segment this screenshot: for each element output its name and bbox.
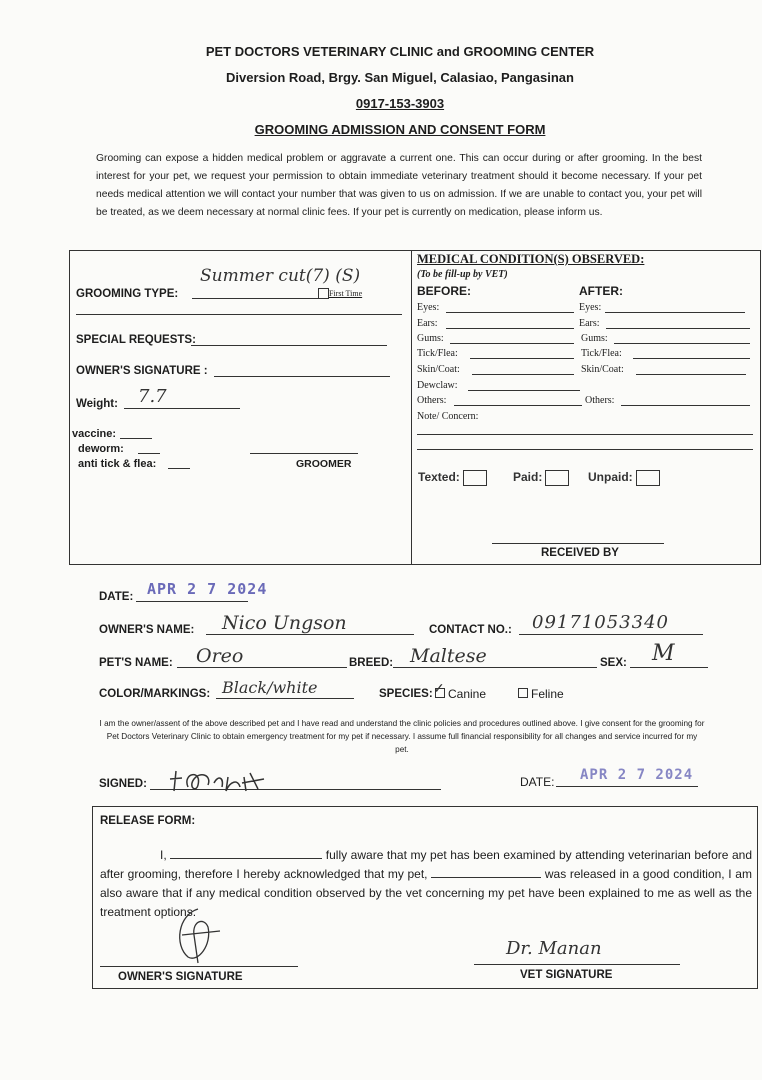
color-value[interactable]: Black/white	[222, 678, 318, 697]
owner-name-line	[206, 634, 414, 635]
release-title: RELEASE FORM:	[100, 815, 196, 827]
sex-value[interactable]: M	[652, 641, 675, 666]
medical-title: MEDICAL CONDITION(S) OBSERVED:	[417, 252, 645, 266]
deworm-line[interactable]	[138, 453, 160, 454]
owner-signature-scribble-icon	[168, 765, 268, 795]
owner-signature-line[interactable]	[214, 376, 390, 377]
species-feline-label: Feline	[531, 687, 564, 701]
before-skin-coat-line[interactable]	[472, 374, 574, 375]
texted-label: Texted:	[418, 470, 460, 485]
form-title: GROOMING ADMISSION AND CONSENT FORM	[254, 122, 546, 137]
note-line-1[interactable]	[417, 434, 753, 435]
after-skin-coat-line[interactable]	[636, 374, 746, 375]
vaccine-line[interactable]	[120, 438, 152, 439]
before-ears: Ears:	[417, 318, 438, 329]
after-gums-line[interactable]	[614, 343, 750, 344]
date-line	[136, 601, 248, 602]
release-i-label: I,	[160, 848, 167, 862]
before-gums-line[interactable]	[450, 343, 574, 344]
after-ears-line[interactable]	[606, 328, 750, 329]
texted-field	[418, 470, 487, 486]
unpaid-checkbox[interactable]	[636, 470, 660, 486]
consent-text: I am the owner/assent of the above described pet and I have read and understand the clinic policies and procedures outlined above. I give consent for the grooming for Pet Doctors Veterinary Clinic to obtain emergency treatment for my pet if necessary. I assume full financial responsibility for all changes and service incurred for my pet.	[99, 719, 705, 754]
owner-name-label: OWNER'S NAME:	[99, 624, 195, 636]
pet-name-line	[177, 667, 347, 668]
clinic-name: PET DOCTORS VETERINARY CLINIC and GROOMING CENTER	[205, 44, 595, 59]
after-gums: Gums:	[581, 333, 608, 344]
check-mark-icon: ✓	[433, 680, 445, 696]
color-label: COLOR/MARKINGS:	[99, 688, 211, 700]
clinic-phone: 0917-153-3903	[355, 96, 445, 111]
after-eyes: Eyes:	[579, 302, 602, 313]
after-others: Others:	[585, 395, 615, 406]
pet-name-value[interactable]: Oreo	[196, 645, 244, 667]
sex-line	[630, 667, 708, 668]
before-others-line[interactable]	[454, 405, 582, 406]
release-owner-signature-line[interactable]	[100, 966, 298, 967]
before-eyes-line[interactable]	[446, 312, 574, 313]
admission-box-divider	[411, 250, 412, 564]
paid-label: Paid:	[513, 470, 543, 485]
consent-date-stamp[interactable]: APR 2 7 2024	[580, 767, 694, 783]
release-text-2: was released in a good condition, I am also aware that if any medical condition observed by the vet concerning my pet have been explained to me as well as the treatment options.	[100, 867, 752, 919]
special-requests-line[interactable]	[191, 345, 387, 346]
after-ears: Ears:	[579, 318, 600, 329]
first-time-checkbox[interactable]	[318, 288, 329, 299]
before-tick-flea: Tick/Flea:	[417, 348, 458, 359]
vet-signature-label: VET SIGNATURE	[520, 969, 613, 981]
grooming-type-line-2	[76, 314, 402, 315]
special-requests-label: SPECIAL REQUESTS:	[76, 334, 196, 346]
grooming-type-value[interactable]: Summer cut(7) (S)	[200, 266, 361, 286]
owner-signature-label: OWNER'S SIGNATURE :	[76, 365, 208, 377]
first-time-label: First Time	[329, 289, 363, 298]
before-ears-line[interactable]	[446, 328, 574, 329]
paid-checkbox[interactable]	[545, 470, 569, 486]
groomer-line[interactable]	[250, 453, 358, 454]
received-by-label: RECEIVED BY	[541, 547, 619, 559]
release-pet-name-line[interactable]	[431, 867, 541, 878]
clinic-address: Diversion Road, Brgy. San Miguel, Calasiao, Pangasinan	[226, 70, 574, 85]
release-text-1: fully aware that my pet has been examined by attending veterinarian before and after grooming, therefore I hereby acknowledged that my pet,	[100, 848, 752, 881]
anti-tick-label: anti tick & flea:	[78, 458, 157, 470]
after-label: AFTER:	[579, 284, 623, 298]
weight-value[interactable]: 7.7	[138, 386, 167, 407]
owner-name-value[interactable]: Nico Ungson	[222, 612, 347, 634]
release-owner-signature-label: OWNER'S SIGNATURE	[118, 971, 243, 983]
medical-subtitle: (To be fill-up by VET)	[417, 269, 508, 280]
note-line-2[interactable]	[417, 449, 753, 450]
date-stamp[interactable]: APR 2 7 2024	[147, 580, 268, 598]
grooming-type-line	[192, 298, 318, 299]
pet-name-label: PET'S NAME:	[99, 657, 173, 669]
before-dewclaw: Dewclaw:	[417, 380, 458, 391]
before-dewclaw-line[interactable]	[468, 390, 580, 391]
before-gums: Gums:	[417, 333, 444, 344]
after-tick-flea: Tick/Flea:	[581, 348, 622, 359]
vet-signature-line[interactable]	[474, 964, 680, 965]
release-owner-signature-scribble-icon	[168, 905, 228, 965]
contact-value[interactable]: 09171053340	[532, 612, 669, 633]
paid-field	[513, 470, 569, 486]
sex-label: SEX:	[600, 657, 627, 669]
color-line	[216, 698, 354, 699]
species-label: SPECIES:	[379, 688, 433, 700]
breed-label: BREED:	[349, 657, 394, 669]
received-by-line[interactable]	[492, 543, 664, 544]
deworm-label: deworm:	[78, 443, 124, 455]
texted-checkbox[interactable]	[463, 470, 487, 486]
unpaid-label: Unpaid:	[588, 470, 633, 485]
grooming-type-label: GROOMING TYPE:	[76, 288, 179, 300]
species-feline-checkbox[interactable]	[518, 688, 528, 698]
intro-paragraph: Grooming can expose a hidden medical problem or aggravate a current one. This can occur during or after grooming. In the best interest for your pet, we request your permission to obtain immediate veterinary treatment should it become necessary. If your pet needs medical attention we will contact your number that was given to us on admission. If we are unable to contact you, your pet will be treated, as we deem necessary at normal clinic fees. If your pet is currently on medication, please inform us.	[96, 153, 702, 218]
before-label: BEFORE:	[417, 284, 471, 298]
after-others-line[interactable]	[621, 405, 750, 406]
signed-label: SIGNED:	[99, 778, 147, 790]
vet-signature-value: Dr. Manan	[506, 938, 602, 959]
species-canine-label: Canine	[448, 687, 487, 701]
contact-label: CONTACT NO.:	[429, 624, 512, 636]
vaccine-label: vaccine:	[72, 428, 117, 440]
after-tick-flea-line[interactable]	[633, 358, 750, 359]
after-skin-coat: Skin/Coat:	[581, 364, 624, 375]
before-eyes: Eyes:	[417, 302, 440, 313]
breed-value[interactable]: Maltese	[410, 645, 487, 667]
anti-tick-line[interactable]	[168, 468, 190, 469]
before-others: Others:	[417, 395, 447, 406]
consent-date-label: DATE:	[520, 775, 555, 789]
breed-line	[393, 667, 597, 668]
note-concern-label: Note/ Concern:	[417, 411, 479, 422]
unpaid-field	[588, 470, 660, 486]
weight-line	[124, 408, 240, 409]
groomer-label: GROOMER	[296, 458, 352, 470]
contact-line	[519, 634, 703, 635]
weight-label: Weight:	[76, 398, 118, 410]
consent-date-line	[556, 786, 698, 787]
before-tick-flea-line[interactable]	[470, 358, 574, 359]
after-eyes-line[interactable]	[605, 312, 745, 313]
release-owner-name-line[interactable]	[170, 848, 322, 859]
before-skin-coat: Skin/Coat:	[417, 364, 460, 375]
date-label: DATE:	[99, 591, 134, 603]
